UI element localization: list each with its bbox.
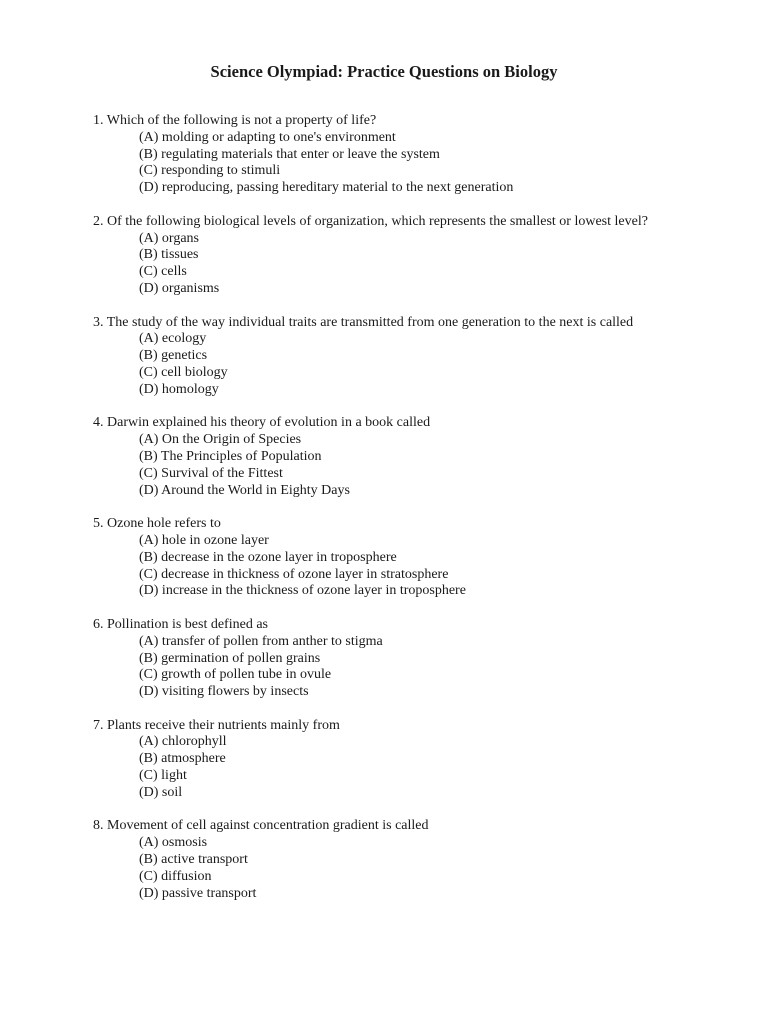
- question-7: [93, 718, 683, 802]
- answer-option-d: (D) soil: [139, 784, 183, 800]
- answer-option-c: (C) responding to stimuli: [139, 163, 281, 179]
- answer-option-a: (A) ecology: [139, 331, 207, 347]
- question-6: [93, 617, 683, 701]
- answer-option-c: (C) diffusion: [139, 868, 212, 884]
- question-3: [93, 315, 683, 399]
- answer-option-a: (A) On the Origin of Species: [139, 432, 302, 448]
- question-stem: 5. Ozone hole refers to: [93, 516, 221, 532]
- answer-option-b: (B) The Principles of Population: [139, 448, 322, 464]
- question-stem: 1. Which of the following is not a property of life?: [93, 113, 377, 128]
- answer-option-c: (C) cells: [139, 264, 187, 280]
- question-stem: 2. Of the following biological levels of organization, which represents the smallest or lowest level?: [93, 213, 648, 229]
- answer-option-b: (B) genetics: [139, 348, 208, 364]
- answer-option-c: (C) growth of pollen tube in ovule: [139, 667, 332, 683]
- answer-option-d: (D) increase in the thickness of ozone layer in troposphere: [139, 583, 466, 599]
- question-5: [93, 516, 683, 600]
- answer-option-c: (C) cell biology: [139, 364, 228, 380]
- answer-option-b: (B) decrease in the ozone layer in troposphere: [139, 549, 397, 565]
- question-stem: 7. Plants receive their nutrients mainly from: [93, 717, 340, 733]
- answer-option-a: (A) hole in ozone layer: [139, 532, 269, 548]
- answer-option-b: (B) tissues: [139, 247, 199, 263]
- question-list: [93, 113, 683, 919]
- answer-option-a: (A) transfer of pollen from anther to stigma: [139, 633, 383, 649]
- question-stem: 4. Darwin explained his theory of evolution in a book called: [93, 415, 431, 431]
- answer-option-a: (A) organs: [139, 230, 200, 246]
- question-2: [93, 214, 683, 298]
- answer-option-c: (C) decrease in thickness of ozone layer in stratosphere: [139, 566, 449, 582]
- answer-option-a: (A) osmosis: [139, 835, 208, 851]
- question-8: [93, 818, 683, 902]
- question-stem: 8. Movement of cell against concentration gradient is called: [93, 818, 429, 834]
- answer-option-d: (D) Around the World in Eighty Days: [139, 482, 350, 498]
- answer-option-b: (B) active transport: [139, 852, 248, 868]
- answer-option-b: (B) atmosphere: [139, 751, 226, 767]
- question-stem: 3. The study of the way individual traits are transmitted from one generation to the next is called: [93, 314, 634, 330]
- question-stem: 6. Pollination is best defined as: [93, 616, 268, 632]
- question-4: [93, 415, 683, 499]
- answer-option-b: (B) germination of pollen grains: [139, 650, 321, 666]
- answer-option-d: (D) organisms: [139, 280, 220, 296]
- answer-option-d: (D) visiting flowers by insects: [139, 684, 309, 700]
- answer-option-a: (A) chlorophyll: [139, 734, 227, 750]
- page-title: Science Olympiad: Practice Questions on Biology: [210, 62, 558, 81]
- answer-option-a: (A) molding or adapting to one's environment: [139, 129, 396, 145]
- answer-option-b: (B) regulating materials that enter or leave the system: [139, 146, 440, 162]
- answer-option-c: (C) Survival of the Fittest: [139, 465, 283, 481]
- answer-option-c: (C) light: [139, 768, 187, 784]
- question-1: [93, 113, 683, 197]
- answer-option-d: (D) passive transport: [139, 885, 257, 901]
- answer-option-d: (D) reproducing, passing hereditary material to the next generation: [139, 180, 514, 196]
- answer-option-d: (D) homology: [139, 381, 219, 397]
